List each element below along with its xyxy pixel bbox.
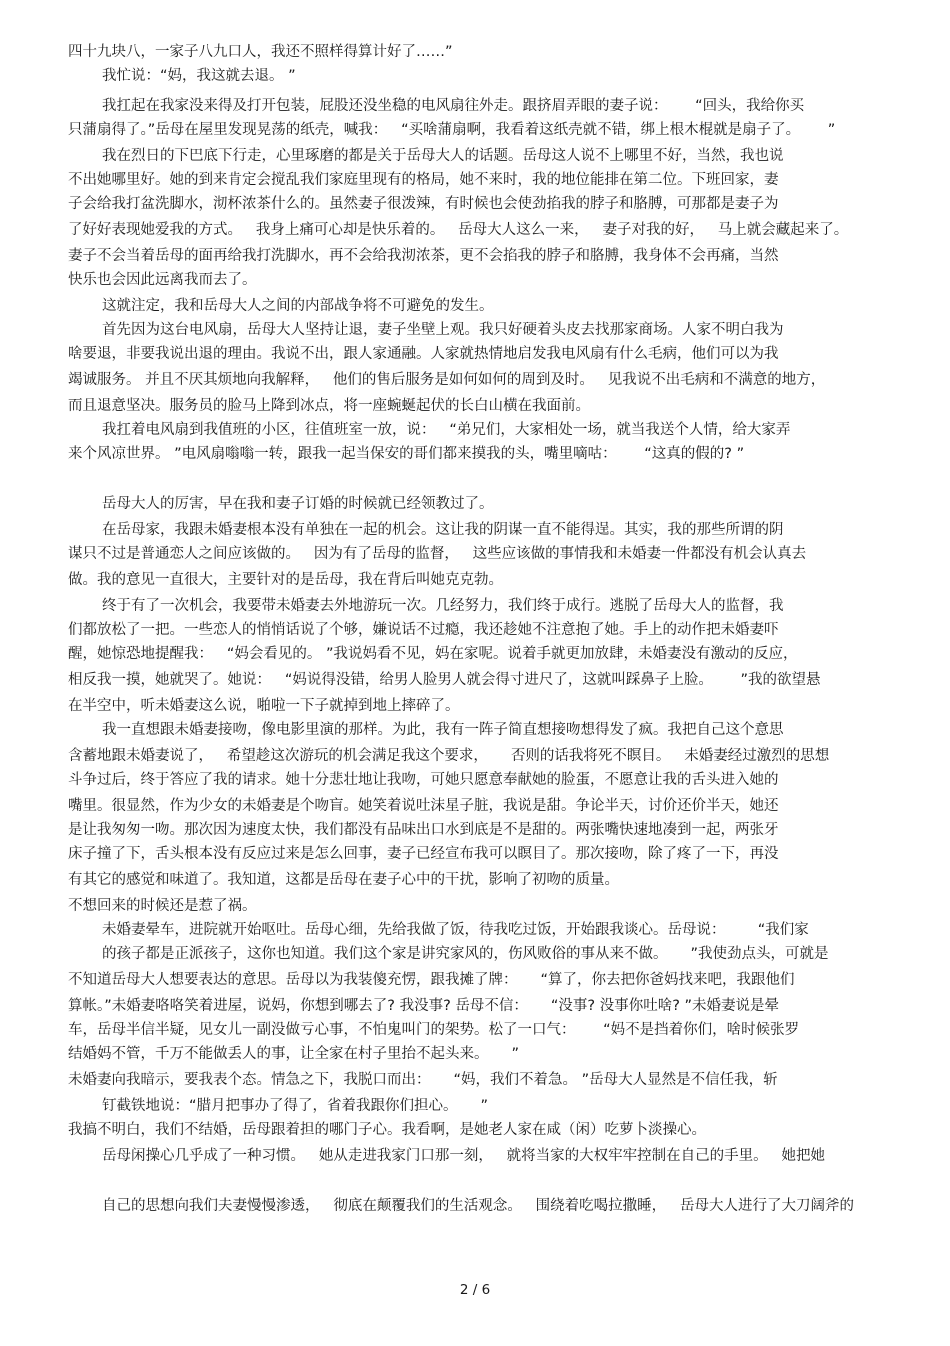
text-line-27: 我一直想跟未婚妻接吻，像电影里演的那样。为此，我有一阵子简直想接吻想得发了疯。我把自己这个意思	[102, 722, 784, 738]
text-line-2: 我忙说：“妈，我这就去退。 ”	[102, 68, 296, 84]
text-line-42: 钉截铁地说：“腊月把事办了得了，省着我跟你们担心。 ”	[102, 1098, 489, 1114]
text-line-25: 相反我一摸，她就哭了。她说： “妈说得没错，给男人脸男人就会得寸进尺了，这就叫踩鼻子上脸。 ”我的欲望悬	[68, 672, 821, 688]
text-line-15: 而且退意坚决。服务员的脸马上降到冰点，将一座蜿蜒起伏的长白山横在我面前。	[68, 398, 590, 414]
text-line-43: 我搞不明白，我们不结婚，岳母跟着担的哪门子心。我看啊，是她老人家在咸（闲）吃萝卜淡操心。	[68, 1122, 706, 1138]
text-line-13: 啥要退，非要我说出退的理由。我说不出，跟人家通融。人家就热情地启发我电风扇有什么毛病，他们可以为我	[68, 346, 779, 362]
text-line-18: 岳母大人的厉害，早在我和妻子订婚的时候就已经领教过了。	[102, 496, 494, 512]
text-line-16: 我扛着电风扇到我值班的小区，往值班室一放，说： “弟兄们，大家相处一场，就当我送个人情，给大家弄	[102, 422, 791, 438]
text-line-34: 不想回来的时候还是惹了祸。	[68, 898, 257, 914]
text-line-30: 嘴里。很显然，作为少女的未婚妻是个吻盲。她笑着说吐沫星子脏，我说是甜。争论半天，讨价还价半天，她还	[68, 798, 779, 814]
text-line-3: 我扛起在我家没来得及打开包装，屁股还没坐稳的电风扇往外走。跟挤眉弄眼的妻子说： “回头，我给你买	[102, 98, 805, 114]
text-line-31: 是让我匆匆一吻。那次因为速度太快，我们都没有品味出口水到底是不是甜的。两张嘴快速地凑到一起，两张牙	[68, 822, 779, 838]
text-line-28: 含蓄地跟未婚妻说了， 希望趁这次游玩的机会满足我这个要求， 否则的话我将死不瞑目。 未婚妻经过激烈的思想	[68, 748, 830, 764]
text-line-37: 不知道岳母大人想要表达的意思。岳母以为我装傻充愣，跟我摊了牌： “算了，你去把你爸妈找来吧，我跟他们	[68, 972, 795, 988]
text-line-20: 谋只不过是普通恋人之间应该做的。 因为有了岳母的监督， 这些应该做的事情我和未婚妻一件都没有机会认真去	[68, 546, 807, 562]
text-line-9: 妻子不会当着岳母的面再给我打洗脚水，再不会给我沏浓茶，更不会掐我的脖子和胳膊，我身体不会再痛，当然	[68, 248, 779, 264]
text-line-38: 算帐。”未婚妻咯咯笑着进屋，说妈，你想到哪去了? 我没事? 岳母不信： “没事? 没事你吐啥? ”未婚妻说是晕	[68, 998, 780, 1014]
text-line-4: 只蒲扇得了。”岳母在屋里发现晃荡的纸壳，喊我： “买啥蒲扇啊，我看着这纸壳就不错，绑上根木棍就是扇子了。 ”	[68, 122, 836, 138]
text-line-14: 竭诚服务。 并且不厌其烦地向我解释， 他们的售后服务是如何如何的周到及时。 见我说不出毛病和不满意的地方，	[68, 372, 826, 388]
text-line-19: 在岳母家，我跟未婚妻根本没有单独在一起的机会。这让我的阴谋一直不能得逞。其实，我的那些所谓的阴	[102, 522, 784, 538]
text-line-5: 我在烈日的下巴底下行走，心里琢磨的都是关于岳母大人的话题。岳母这人说不上哪里不好，当然，我也说	[102, 148, 784, 164]
text-line-22: 终于有了一次机会，我要带未婚妻去外地游玩一次。几经努力，我们终于成行。逃脱了岳母大人的监督，我	[102, 598, 784, 614]
text-line-10: 快乐也会因此远离我而去了。	[68, 272, 257, 288]
text-line-41: 未婚妻向我暗示，要我表个态。情急之下，我脱口而出： “妈，我们不着急。 ”岳母大人显然是不信任我，斩	[68, 1072, 778, 1088]
text-line-11: 这就注定，我和岳母大人之间的内部战争将不可避免的发生。	[102, 298, 494, 314]
text-line-36: 的孩子都是正派孩子，这你也知道。我们这个家是讲究家风的，伤风败俗的事从来不做。 ”我使劲点头，可就是	[102, 946, 829, 962]
text-line-21: 做。我的意见一直很大，主要针对的是岳母，我在背后叫她克克勃。	[68, 572, 503, 588]
text-line-24: 醒，她惊恐地提醒我： “妈会看见的。 ”我说妈看不见，妈在家呢。说着手就更加放肆，未婚妻没有激动的反应，	[68, 646, 798, 662]
text-line-23: 们都放松了一把。一些恋人的悄悄话说了个够，嫌说话不过瘾，我还趁她不注意抱了她。手上的动作把未婚妻吓	[68, 622, 779, 638]
text-line-1: 四十九块八，一家子八九口人，我还不照样得算计好了……”	[68, 44, 453, 60]
text-line-39: 车，岳母半信半疑，见女儿一副没做亏心事，不怕鬼叫门的架势。松了一口气： “妈不是挡着你们，啥时候张罗	[68, 1022, 800, 1038]
text-line-33: 有其它的感觉和味道了。我知道，这都是岳母在妻子心中的干扰，影响了初吻的质量。	[68, 872, 619, 888]
text-line-7: 子会给我打盆洗脚水，沏杯浓茶什么的。虽然妻子很泼辣，有时候也会使劲掐我的脖子和胳膊，可那都是妻子为	[68, 196, 779, 212]
text-line-32: 床子撞了下，舌头根本没有反应过来是怎么回事，妻子已经宣布我可以瞑目了。那次接吻，除了疼了一下，再没	[68, 846, 779, 862]
text-line-17: 来个风凉世界。 ”电风扇嗡嗡一转，跟我一起当保安的哥们都来摸我的头，嘴里嘀咕： “这真的假的? ”	[68, 446, 745, 462]
text-line-8: 了好好表现她爱我的方式。 我身上痛可心却是快乐着的。 岳母大人这么一来， 妻子对我的好， 马上就会藏起来了。	[68, 222, 849, 238]
text-line-29: 斗争过后，终于答应了我的请求。她十分悲壮地让我吻，可她只愿意奉献她的脸蛋，不愿意让我的舌头进入她的	[68, 772, 779, 788]
text-line-45: 自己的思想向我们夫妻慢慢渗透， 彻底在颠覆我们的生活观念。 围绕着吃喝拉撒睡， 岳母大人进行了大刀阔斧的	[102, 1198, 854, 1214]
text-line-12: 首先因为这台电风扇，岳母大人坚持让退，妻子坐壁上观。我只好硬着头皮去找那家商场。人家不明白我为	[102, 322, 784, 338]
text-line-6: 不出她哪里好。她的到来肯定会搅乱我们家庭里现有的格局，她不来时，我的地位能排在第二位。下班回家，妻	[68, 172, 779, 188]
page-number: 2 / 6	[459, 1282, 491, 1298]
text-line-26: 在半空中，听未婚妻这么说，啪啦一下子就掉到地上摔碎了。	[68, 698, 460, 714]
text-line-35: 未婚妻晕车，进院就开始呕吐。岳母心细，先给我做了饭，待我吃过饭，开始跟我谈心。岳母说： “我们家	[102, 922, 809, 938]
text-line-40: 结婚妈不管，千万不能做丢人的事，让全家在村子里抬不起头来。 ”	[68, 1046, 520, 1062]
text-line-44: 岳母闲操心几乎成了一种习惯。 她从走进我家门口那一刻， 就将当家的大权牢牢控制在自己的手里。 她把她	[102, 1148, 825, 1164]
